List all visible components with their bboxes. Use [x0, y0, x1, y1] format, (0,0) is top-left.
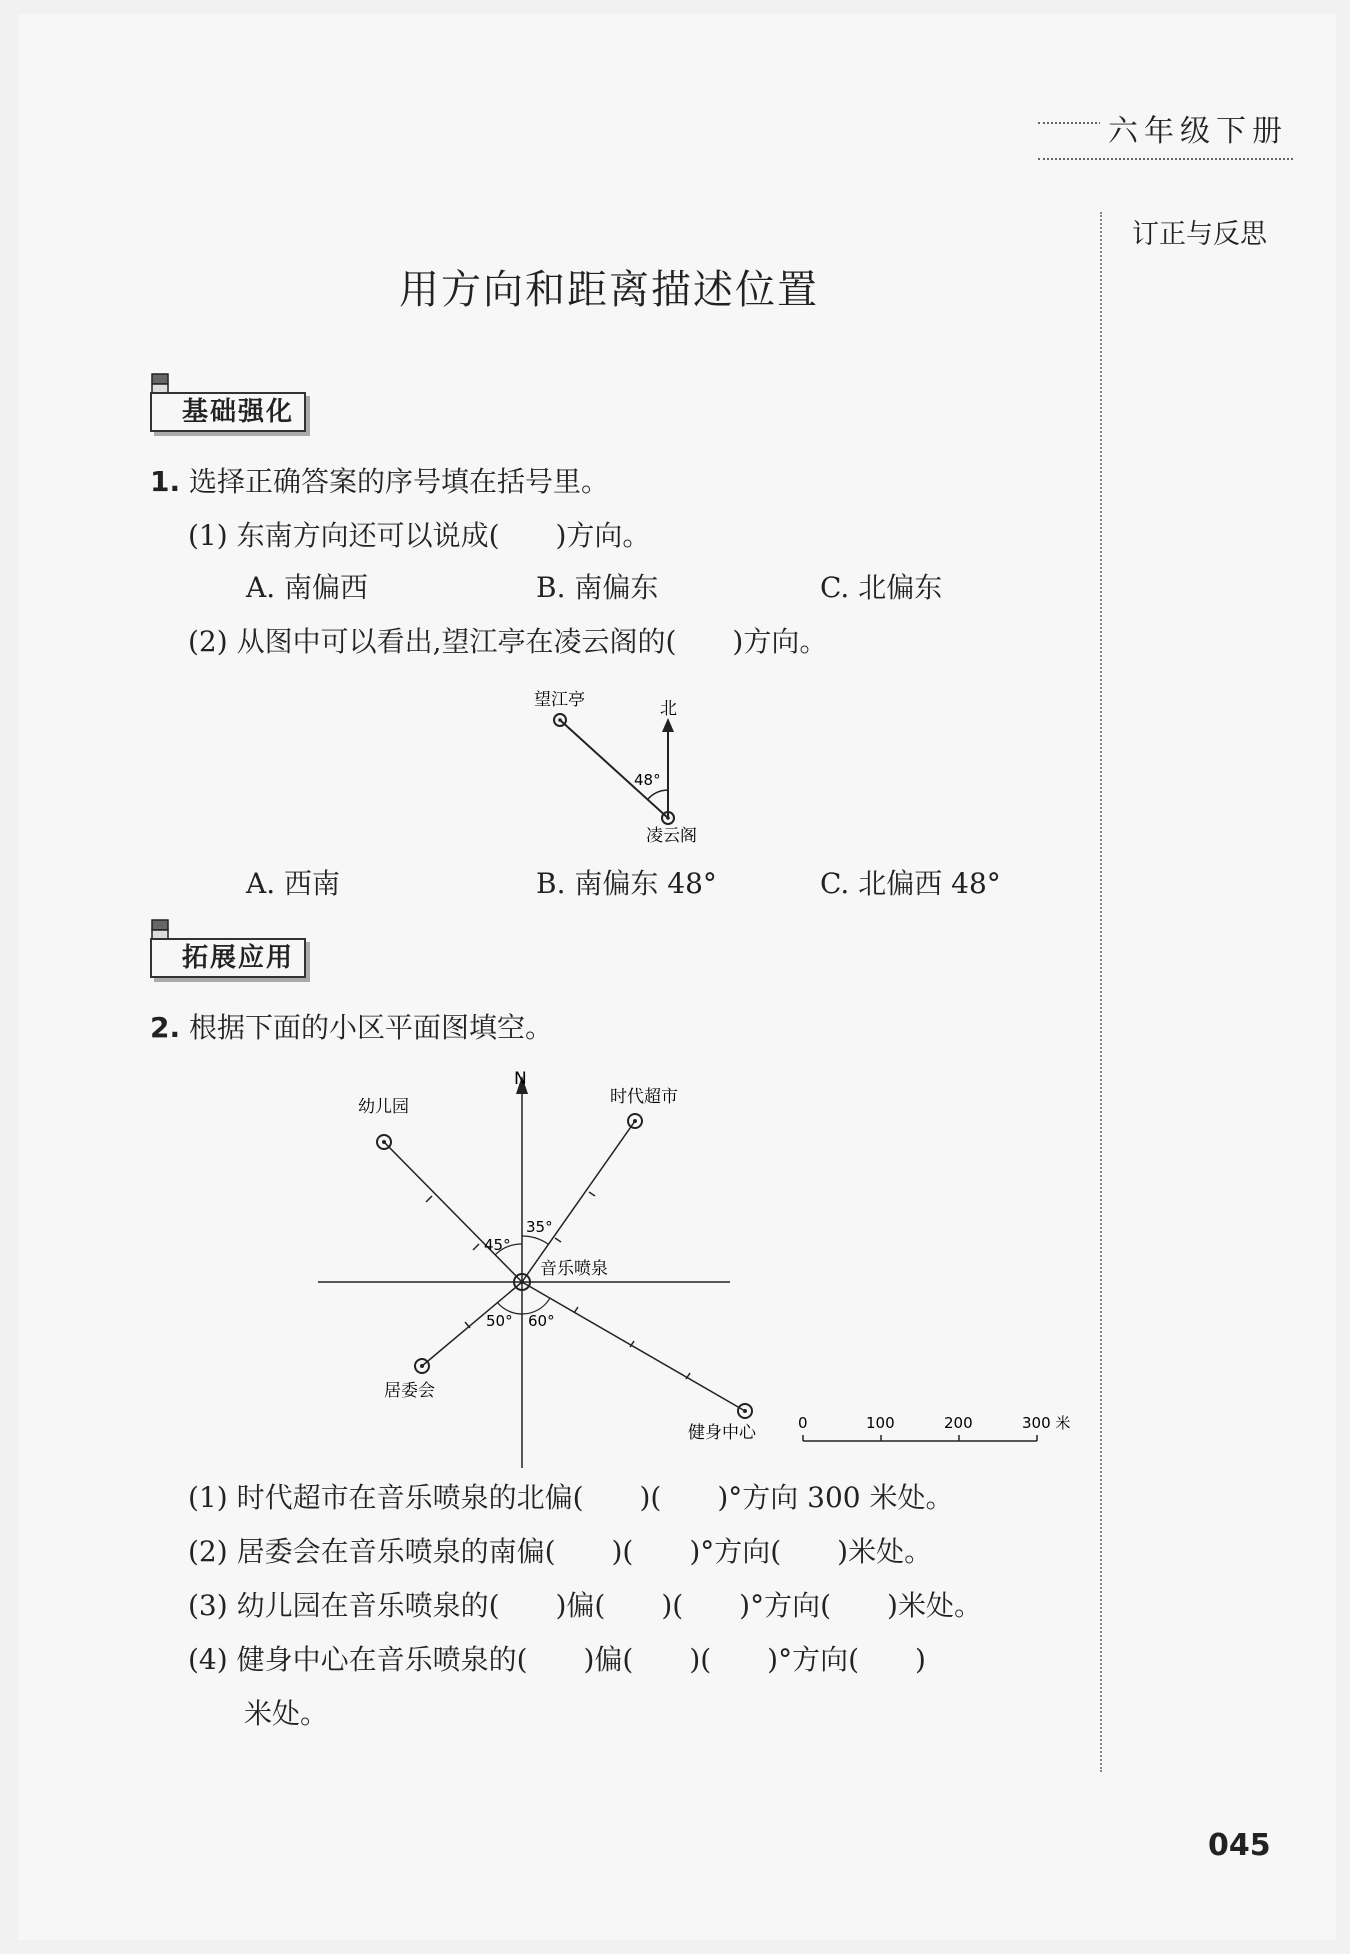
- north-arrowhead: [662, 718, 674, 732]
- route-kindergarten: [384, 1142, 522, 1282]
- supermarket-label: 时代超市: [610, 1087, 678, 1107]
- fitness-label: 健身中心: [688, 1423, 756, 1443]
- question-number: 1.: [150, 465, 181, 498]
- q2-sub3: (3) 幼儿园在音乐喷泉的( )偏( )( )°方向( )米处。: [188, 1589, 982, 1622]
- q1-sub1: (1) 东南方向还可以说成( )方向。: [188, 519, 651, 552]
- q1-sub2-option-b: B. 南偏东 48°: [536, 867, 717, 900]
- section-extend: 拓展应用: [150, 938, 306, 978]
- q1-sub1-option-c: C. 北偏东: [820, 571, 943, 604]
- direction-figure: [500, 680, 760, 860]
- scale-bar: [798, 1414, 1070, 1441]
- angle-sw-label: 50°: [486, 1312, 513, 1330]
- point-b-label: 凌云阁: [646, 826, 697, 846]
- question-1: [150, 460, 609, 500]
- scale-label-0: 0: [798, 1414, 808, 1432]
- route-fitness: [522, 1282, 745, 1411]
- sidebar-label: 订正与反思: [1132, 219, 1267, 250]
- section-basic: 基础强化: [150, 392, 306, 432]
- question-text: 根据下面的小区平面图填空。: [189, 1011, 554, 1044]
- scale-label-100: 100: [866, 1414, 895, 1432]
- point-a-label: 望江亭: [534, 690, 585, 710]
- angle-se-label: 60°: [528, 1312, 555, 1330]
- page-number: 045: [1208, 1828, 1271, 1863]
- kindergarten-label: 幼儿园: [358, 1097, 409, 1117]
- q2-sub4-cont: 米处。: [244, 1697, 329, 1730]
- q2-sub1: (1) 时代超市在音乐喷泉的北偏( )( )°方向 300 米处。: [188, 1481, 954, 1514]
- question-text: 选择正确答案的序号填在括号里。: [189, 465, 610, 498]
- angle-ne-label: 35°: [526, 1218, 553, 1236]
- scale-label-200: 200: [944, 1414, 973, 1432]
- question-number: 2.: [150, 1011, 181, 1044]
- q1-sub2: (2) 从图中可以看出,望江亭在凌云阁的( )方向。: [188, 625, 828, 658]
- q1-sub1-option-b: B. 南偏东: [536, 571, 659, 604]
- q1-sub2-option-a: A. 西南: [246, 867, 341, 900]
- north-label: N: [514, 1069, 527, 1089]
- north-label: 北: [660, 699, 677, 719]
- angle-arc: [648, 790, 668, 799]
- question-2: [150, 1006, 553, 1046]
- sidebar-divider: [1100, 212, 1102, 1772]
- q1-sub2-option-c: C. 北偏西 48°: [820, 867, 1001, 900]
- q2-sub4: (4) 健身中心在音乐喷泉的( )偏( )( )°方向( ): [188, 1643, 926, 1676]
- angle-label: 48°: [634, 771, 661, 789]
- angle-nw-label: 45°: [484, 1236, 511, 1254]
- route-supermarket: [522, 1121, 635, 1282]
- distance-ticks: [426, 1192, 690, 1379]
- page-title: 用方向和距离描述位置: [399, 267, 819, 313]
- community-map: [300, 1060, 1071, 1470]
- committee-label: 居委会: [384, 1381, 435, 1401]
- line-a-b: [560, 720, 668, 818]
- grade-label: 六年级下册: [1100, 106, 1296, 150]
- q2-sub2: (2) 居委会在音乐喷泉的南偏( )( )°方向( )米处。: [188, 1535, 933, 1568]
- q1-sub1-option-a: A. 南偏西: [246, 571, 369, 604]
- scale-label-300: 300 米: [1022, 1414, 1071, 1432]
- fountain-label: 音乐喷泉: [540, 1259, 608, 1279]
